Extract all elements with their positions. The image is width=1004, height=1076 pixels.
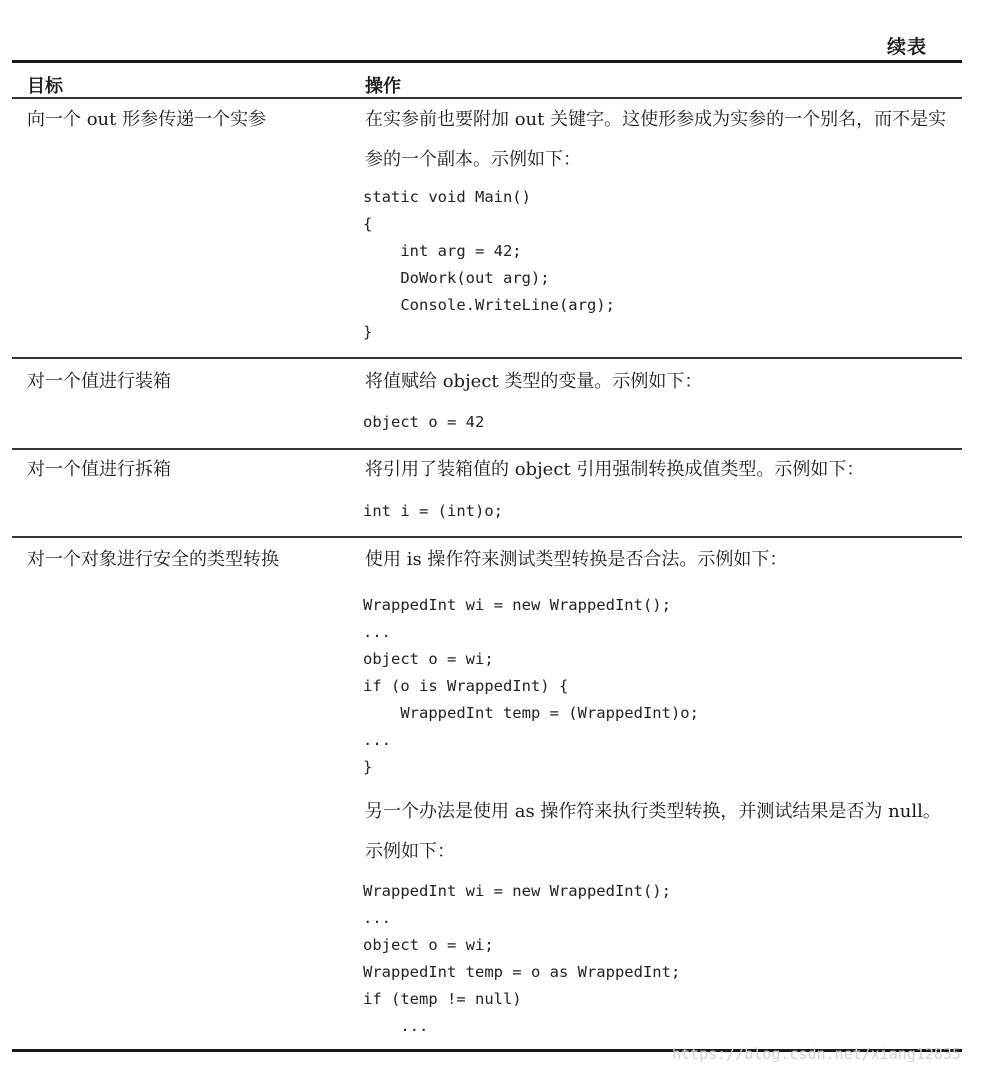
code-block: int i = (int)o; xyxy=(363,502,503,520)
row-description: 在实参前也要附加 out 关键字。这使形参成为实参的一个别名，而不是实参的一个副本。示例如下： xyxy=(365,109,947,170)
watermark-url: https://blog.csdn.net/xiang12835 xyxy=(672,1045,961,1063)
header-operation: 操作 xyxy=(365,76,401,97)
code-block-is: WrappedInt wi = new WrappedInt(); ... object o = wi; if (o is WrappedInt) { WrappedInt temp = (WrappedInt)o; ... } xyxy=(363,596,699,776)
code-block-as: WrappedInt wi = new WrappedInt(); ... object o = wi; WrappedInt temp = o as WrappedInt; if (temp != null) ... xyxy=(363,882,681,1035)
header-rule xyxy=(12,97,962,99)
row-goal: 对一个值进行拆箱 xyxy=(27,459,171,480)
header-goal: 目标 xyxy=(27,76,63,97)
row-description-as: 另一个办法是使用 as 操作符来执行类型转换，并测试结果是否为 null。示例如下： xyxy=(365,801,941,862)
code-block: static void Main() { int arg = 42; DoWork(out arg); Console.WriteLine(arg); } xyxy=(363,188,615,341)
row-goal: 对一个值进行装箱 xyxy=(27,371,171,392)
continued-table-label: 续表 xyxy=(887,36,928,58)
row-goal: 向一个 out 形参传递一个实参 xyxy=(27,109,267,130)
row-description: 将值赋给 object 类型的变量。示例如下： xyxy=(365,371,703,392)
row-description: 使用 is 操作符来测试类型转换是否合法。示例如下： xyxy=(365,549,788,570)
row-goal: 对一个对象进行安全的类型转换 xyxy=(27,549,279,570)
row-description: 将引用了装箱值的 object 引用强制转换成值类型。示例如下： xyxy=(365,459,865,480)
row-divider xyxy=(12,357,962,359)
row-divider xyxy=(12,536,962,538)
code-block: object o = 42 xyxy=(363,413,485,431)
table-top-rule xyxy=(12,60,962,63)
